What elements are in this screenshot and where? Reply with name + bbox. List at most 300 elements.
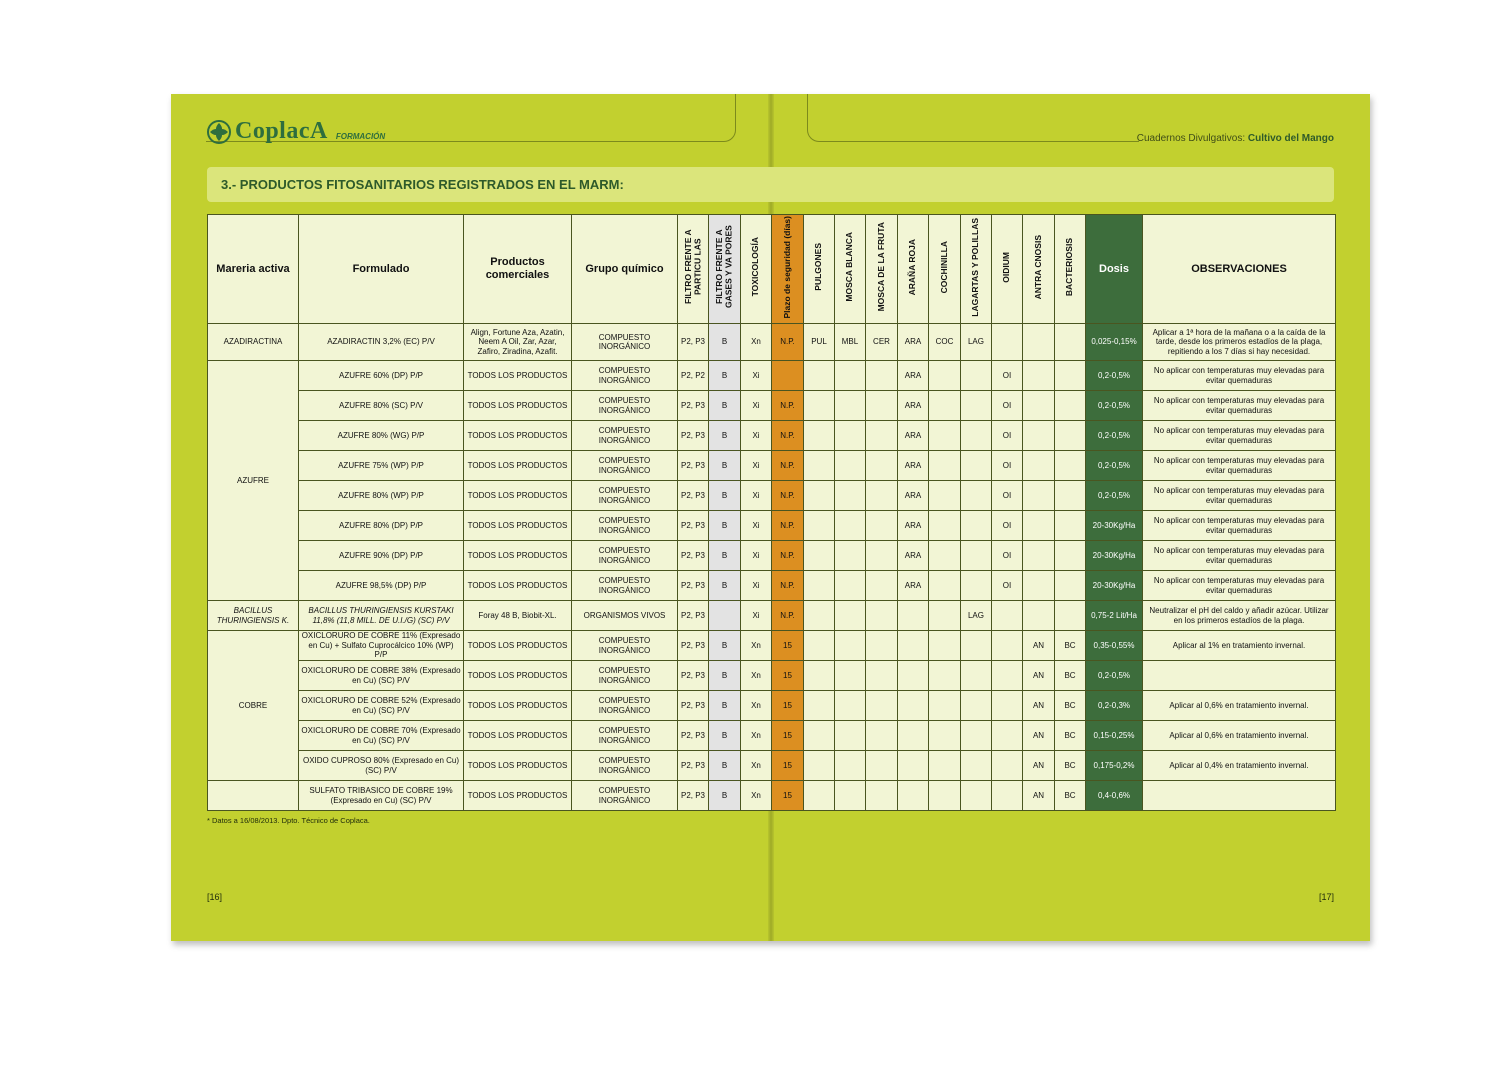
arana-cell <box>898 601 929 631</box>
filtro-part-cell: P2, P3 <box>678 661 709 691</box>
series-title: Cultivo del Mango <box>1247 133 1334 144</box>
table-header-row <box>208 215 1336 324</box>
pulgones-cell <box>804 571 835 601</box>
antracnosis-cell: AN <box>1023 631 1055 661</box>
filtro-part-cell: P2, P3 <box>678 391 709 421</box>
formulado-cell: SULFATO TRIBASICO DE COBRE 19% (Expresado en Cu) (SC) P/V <box>299 781 464 811</box>
tox-cell: Xn <box>741 781 772 811</box>
filtro-part-cell: P2, P3 <box>678 781 709 811</box>
formulado-cell: OXICLORURO DE COBRE 38% (Expresado en Cu) (SC) P/V <box>299 661 464 691</box>
antracnosis-cell: AN <box>1023 751 1055 781</box>
obs-cell: Aplicar al 0,4% en tratamiento invernal. <box>1143 751 1336 781</box>
cochinilla-cell <box>929 451 961 481</box>
column-header <box>835 215 866 324</box>
grupo-cell: COMPUESTO INORGÁNICO <box>572 361 678 391</box>
dosis-cell: 0,2-0,5% <box>1086 481 1143 511</box>
page-number-left: [16] <box>207 892 223 902</box>
logo-wordmark: CoplacA <box>235 118 328 144</box>
column-header: OBSERVACIONES <box>1143 215 1336 324</box>
filtro-part-cell: P2, P3 <box>678 571 709 601</box>
table-row <box>208 661 1336 691</box>
productos-cell: TODOS LOS PRODUCTOS <box>464 661 572 691</box>
oidium-cell <box>992 751 1023 781</box>
series-prefix: Cuadernos Divulgativos: <box>1136 133 1248 144</box>
arana-cell <box>898 781 929 811</box>
mosca-blanca-cell <box>835 481 866 511</box>
mosca-blanca-cell <box>835 391 866 421</box>
formulado-cell: AZUFRE 80% (WP) P/P <box>299 481 464 511</box>
cochinilla-cell <box>929 571 961 601</box>
obs-cell: Neutralizar el pH del caldo y añadir azúcar. Utilizar en los primeros estadíos de la plaga. <box>1143 601 1336 631</box>
column-header <box>741 215 772 324</box>
productos-cell: TODOS LOS PRODUCTOS <box>464 511 572 541</box>
materia-activa-cell: BACILLUS THURINGIENSIS K. <box>208 601 299 631</box>
table-row <box>208 601 1336 631</box>
antracnosis-cell <box>1023 511 1055 541</box>
column-header-label: LAGARTAS Y POLILLAS <box>970 217 981 317</box>
column-header: Grupo químico <box>572 215 678 324</box>
productos-cell: TODOS LOS PRODUCTOS <box>464 451 572 481</box>
plazo-cell: N.P. <box>772 451 804 481</box>
pulgones-cell <box>804 721 835 751</box>
cochinilla-cell <box>929 481 961 511</box>
arana-cell <box>898 751 929 781</box>
booklet-spread <box>171 94 1370 941</box>
column-header <box>709 215 741 324</box>
materia-activa-cell <box>208 781 299 811</box>
bacteriosis-cell <box>1055 601 1086 631</box>
oidium-cell <box>992 631 1023 661</box>
oidium-cell <box>992 324 1023 361</box>
plazo-cell: 15 <box>772 751 804 781</box>
pulgones-cell <box>804 481 835 511</box>
lagartas-cell: LAG <box>961 324 992 361</box>
formulado-cell: AZUFRE 60% (DP) P/P <box>299 361 464 391</box>
lagartas-cell: LAG <box>961 601 992 631</box>
mosca-fruta-cell <box>866 391 898 421</box>
formulado-cell: AZUFRE 98,5% (DP) P/P <box>299 571 464 601</box>
table-row <box>208 324 1336 361</box>
arana-cell: ARA <box>898 511 929 541</box>
mosca-fruta-cell <box>866 691 898 721</box>
lagartas-cell <box>961 661 992 691</box>
obs-cell <box>1143 781 1336 811</box>
grupo-cell: COMPUESTO INORGÁNICO <box>572 661 678 691</box>
cochinilla-cell <box>929 661 961 691</box>
arana-cell: ARA <box>898 451 929 481</box>
column-header-label: COCHINILLA <box>938 240 949 294</box>
dosis-cell: 0,025-0,15% <box>1086 324 1143 361</box>
pulgones-cell <box>804 661 835 691</box>
cochinilla-cell <box>929 541 961 571</box>
tox-cell: Xi <box>741 541 772 571</box>
plazo-cell: N.P. <box>772 421 804 451</box>
mosca-blanca-cell <box>835 751 866 781</box>
mosca-fruta-cell: CER <box>866 324 898 361</box>
filtro-gas-cell: B <box>709 781 741 811</box>
filtro-gas-cell <box>709 601 741 631</box>
grupo-cell: COMPUESTO INORGÁNICO <box>572 421 678 451</box>
filtro-gas-cell: B <box>709 691 741 721</box>
cochinilla-cell <box>929 781 961 811</box>
lagartas-cell <box>961 751 992 781</box>
antracnosis-cell: AN <box>1023 721 1055 751</box>
oidium-cell: OI <box>992 421 1023 451</box>
antracnosis-cell <box>1023 391 1055 421</box>
series-header <box>1137 133 1334 144</box>
formulado-cell: AZUFRE 90% (DP) P/P <box>299 541 464 571</box>
column-header-label: ANTRA CNOSIS <box>1032 234 1043 300</box>
filtro-gas-cell: B <box>709 511 741 541</box>
lagartas-cell <box>961 361 992 391</box>
obs-cell: No aplicar con temperaturas muy elevadas para evitar quemaduras <box>1143 571 1336 601</box>
tox-cell: Xi <box>741 511 772 541</box>
arana-cell: ARA <box>898 481 929 511</box>
cochinilla-cell <box>929 631 961 661</box>
mosca-blanca-cell <box>835 361 866 391</box>
bacteriosis-cell <box>1055 391 1086 421</box>
pulgones-cell <box>804 751 835 781</box>
header-frame-right <box>807 94 1139 142</box>
obs-cell <box>1143 661 1336 691</box>
tox-cell: Xn <box>741 691 772 721</box>
productos-cell: TODOS LOS PRODUCTOS <box>464 391 572 421</box>
formulado-cell: AZUFRE 80% (DP) P/P <box>299 511 464 541</box>
filtro-gas-cell: B <box>709 721 741 751</box>
oidium-cell <box>992 691 1023 721</box>
plazo-cell: N.P. <box>772 541 804 571</box>
plazo-cell: N.P. <box>772 511 804 541</box>
productos-cell: Align, Fortune Aza, Azatin, Neem A Oil, Zar, Azar, Zafiro, Ziradina, Azafit. <box>464 324 572 361</box>
lagartas-cell <box>961 691 992 721</box>
arana-cell: ARA <box>898 421 929 451</box>
formulado-cell: AZUFRE 80% (WG) P/P <box>299 421 464 451</box>
grupo-cell: COMPUESTO INORGÁNICO <box>572 721 678 751</box>
bacteriosis-cell <box>1055 511 1086 541</box>
obs-cell: No aplicar con temperaturas muy elevadas para evitar quemaduras <box>1143 481 1336 511</box>
bacteriosis-cell: BC <box>1055 781 1086 811</box>
oidium-cell: OI <box>992 391 1023 421</box>
column-header <box>1023 215 1055 324</box>
plazo-cell: N.P. <box>772 601 804 631</box>
page-number-right: [17] <box>1318 892 1334 902</box>
lagartas-cell <box>961 541 992 571</box>
dosis-cell: 20-30Kg/Ha <box>1086 541 1143 571</box>
plazo-cell: 15 <box>772 631 804 661</box>
table-row <box>208 691 1336 721</box>
filtro-part-cell: P2, P2 <box>678 361 709 391</box>
pulgones-cell <box>804 361 835 391</box>
table-body <box>208 324 1336 811</box>
pulgones-cell <box>804 451 835 481</box>
formulado-cell: OXICLORURO DE COBRE 52% (Expresado en Cu) (SC) P/V <box>299 691 464 721</box>
cochinilla-cell <box>929 721 961 751</box>
plazo-cell: 15 <box>772 661 804 691</box>
filtro-part-cell: P2, P3 <box>678 421 709 451</box>
obs-cell: No aplicar con temperaturas muy elevadas para evitar quemaduras <box>1143 451 1336 481</box>
mosca-fruta-cell <box>866 451 898 481</box>
lagartas-cell <box>961 451 992 481</box>
table-row <box>208 451 1336 481</box>
obs-cell: Aplicar al 0,6% en tratamiento invernal. <box>1143 721 1336 751</box>
lagartas-cell <box>961 631 992 661</box>
filtro-gas-cell: B <box>709 361 741 391</box>
mosca-blanca-cell <box>835 571 866 601</box>
bacteriosis-cell <box>1055 421 1086 451</box>
grupo-cell: COMPUESTO INORGÁNICO <box>572 541 678 571</box>
plazo-cell: N.P. <box>772 391 804 421</box>
productos-cell: TODOS LOS PRODUCTOS <box>464 421 572 451</box>
tox-cell: Xi <box>741 571 772 601</box>
lagartas-cell <box>961 781 992 811</box>
products-table <box>207 214 1336 811</box>
lagartas-cell <box>961 571 992 601</box>
arana-cell: ARA <box>898 324 929 361</box>
plazo-cell: 15 <box>772 691 804 721</box>
dosis-cell: 0,2-0,5% <box>1086 361 1143 391</box>
pulgones-cell <box>804 691 835 721</box>
filtro-gas-cell: B <box>709 421 741 451</box>
bacteriosis-cell: BC <box>1055 751 1086 781</box>
plazo-cell: N.P. <box>772 324 804 361</box>
section-bar <box>207 167 1334 202</box>
mosca-fruta-cell <box>866 781 898 811</box>
column-header <box>678 215 709 324</box>
oidium-cell: OI <box>992 511 1023 541</box>
filtro-part-cell: P2, P3 <box>678 451 709 481</box>
plazo-cell: N.P. <box>772 481 804 511</box>
column-header <box>961 215 992 324</box>
dosis-cell: 0,2-0,5% <box>1086 421 1143 451</box>
dosis-cell: 0,2-0,5% <box>1086 451 1143 481</box>
dosis-cell: 0,175-0,2% <box>1086 751 1143 781</box>
dosis-cell: 0,15-0,25% <box>1086 721 1143 751</box>
plazo-cell: 15 <box>772 781 804 811</box>
productos-cell: TODOS LOS PRODUCTOS <box>464 481 572 511</box>
column-header <box>929 215 961 324</box>
mosca-fruta-cell <box>866 721 898 751</box>
productos-cell: TODOS LOS PRODUCTOS <box>464 721 572 751</box>
mosca-fruta-cell <box>866 751 898 781</box>
productos-cell: TODOS LOS PRODUCTOS <box>464 631 572 661</box>
bacteriosis-cell: BC <box>1055 631 1086 661</box>
dosis-cell: 0,2-0,3% <box>1086 691 1143 721</box>
column-header-label: MOSCA BLANCA <box>844 232 855 302</box>
logo-subtitle: FORMACIÓN <box>335 132 386 141</box>
arana-cell: ARA <box>898 571 929 601</box>
tox-cell: Xi <box>741 451 772 481</box>
table-row <box>208 481 1336 511</box>
table-row <box>208 391 1336 421</box>
bacteriosis-cell <box>1055 481 1086 511</box>
arana-cell: ARA <box>898 391 929 421</box>
mosca-blanca-cell <box>835 691 866 721</box>
arana-cell <box>898 721 929 751</box>
antracnosis-cell <box>1023 421 1055 451</box>
bacteriosis-cell <box>1055 571 1086 601</box>
column-header <box>898 215 929 324</box>
tox-cell: Xn <box>741 751 772 781</box>
mosca-fruta-cell <box>866 421 898 451</box>
plazo-cell <box>772 361 804 391</box>
tox-cell: Xn <box>741 631 772 661</box>
column-header-label: BACTERIOSIS <box>1064 237 1075 297</box>
dosis-cell: 0,2-0,5% <box>1086 391 1143 421</box>
cochinilla-cell <box>929 511 961 541</box>
table-row <box>208 511 1336 541</box>
mosca-blanca-cell <box>835 451 866 481</box>
dosis-cell: 20-30Kg/Ha <box>1086 571 1143 601</box>
column-header <box>992 215 1023 324</box>
column-header: Productos comerciales <box>464 215 572 324</box>
table-row <box>208 631 1336 661</box>
productos-cell: TODOS LOS PRODUCTOS <box>464 691 572 721</box>
table-row <box>208 421 1336 451</box>
lagartas-cell <box>961 721 992 751</box>
mosca-blanca-cell <box>835 601 866 631</box>
formulado-cell: AZADIRACTIN 3,2% (EC) P/V <box>299 324 464 361</box>
antracnosis-cell: AN <box>1023 781 1055 811</box>
column-header: Dosis <box>1086 215 1143 324</box>
column-header-label: OIDIUM <box>1001 251 1012 283</box>
oidium-cell <box>992 661 1023 691</box>
column-header <box>866 215 898 324</box>
grupo-cell: COMPUESTO INORGÁNICO <box>572 751 678 781</box>
obs-cell: Aplicar a 1ª hora de la mañana o a la caída de la tarde, desde los primeros estadíos de la plaga, repitiendo a los 7 días si hay necesidad. <box>1143 324 1336 361</box>
grupo-cell: COMPUESTO INORGÁNICO <box>572 324 678 361</box>
filtro-gas-cell: B <box>709 324 741 361</box>
pulgones-cell <box>804 421 835 451</box>
grupo-cell: COMPUESTO INORGÁNICO <box>572 571 678 601</box>
dosis-cell: 0,2-0,5% <box>1086 661 1143 691</box>
column-header-label: TOXICOLOGÍA <box>750 237 761 297</box>
bacteriosis-cell <box>1055 541 1086 571</box>
column-header-label: MOSCA DE LA FRUTA <box>875 222 886 312</box>
materia-activa-cell: AZUFRE <box>208 361 299 601</box>
oidium-cell <box>992 781 1023 811</box>
oidium-cell <box>992 721 1023 751</box>
obs-cell: Aplicar al 0,6% en tratamiento invernal. <box>1143 691 1336 721</box>
productos-cell: TODOS LOS PRODUCTOS <box>464 571 572 601</box>
productos-cell: TODOS LOS PRODUCTOS <box>464 541 572 571</box>
filtro-part-cell: P2, P3 <box>678 751 709 781</box>
pulgones-cell <box>804 391 835 421</box>
pulgones-cell: PUL <box>804 324 835 361</box>
filtro-part-cell: P2, P3 <box>678 481 709 511</box>
mosca-blanca-cell <box>835 511 866 541</box>
materia-activa-cell: COBRE <box>208 631 299 781</box>
mosca-blanca-cell <box>835 631 866 661</box>
tox-cell: Xn <box>741 721 772 751</box>
tox-cell: Xi <box>741 481 772 511</box>
antracnosis-cell: AN <box>1023 691 1055 721</box>
mosca-blanca-cell <box>835 781 866 811</box>
filtro-gas-cell: B <box>709 481 741 511</box>
antracnosis-cell <box>1023 451 1055 481</box>
productos-cell: Foray 48 B, Biobit-XL. <box>464 601 572 631</box>
leaf-swirl-icon <box>207 120 231 144</box>
mosca-fruta-cell <box>866 481 898 511</box>
antracnosis-cell <box>1023 481 1055 511</box>
antracnosis-cell <box>1023 361 1055 391</box>
oidium-cell: OI <box>992 571 1023 601</box>
bacteriosis-cell: BC <box>1055 661 1086 691</box>
filtro-part-cell: P2, P3 <box>678 631 709 661</box>
plazo-cell: 15 <box>772 721 804 751</box>
cochinilla-cell <box>929 421 961 451</box>
formulado-cell: OXIDO CUPROSO 80% (Expresado en Cu) (SC) P/V <box>299 751 464 781</box>
oidium-cell: OI <box>992 541 1023 571</box>
table-row <box>208 721 1336 751</box>
obs-cell: No aplicar con temperaturas muy elevadas para evitar quemaduras <box>1143 361 1336 391</box>
pulgones-cell <box>804 631 835 661</box>
productos-cell: TODOS LOS PRODUCTOS <box>464 781 572 811</box>
filtro-part-cell: P2, P3 <box>678 601 709 631</box>
grupo-cell: COMPUESTO INORGÁNICO <box>572 781 678 811</box>
bacteriosis-cell: BC <box>1055 721 1086 751</box>
filtro-gas-cell: B <box>709 751 741 781</box>
oidium-cell: OI <box>992 481 1023 511</box>
arana-cell <box>898 691 929 721</box>
obs-cell: No aplicar con temperaturas muy elevadas para evitar quemaduras <box>1143 421 1336 451</box>
column-header-label: ARAÑA ROJA <box>907 238 918 296</box>
section-title: 3.- PRODUCTOS FITOSANITARIOS REGISTRADOS EN EL MARM: <box>221 177 624 192</box>
cochinilla-cell <box>929 391 961 421</box>
grupo-cell: COMPUESTO INORGÁNICO <box>572 391 678 421</box>
tox-cell: Xi <box>741 601 772 631</box>
mosca-fruta-cell <box>866 601 898 631</box>
column-header <box>772 215 804 324</box>
obs-cell: No aplicar con temperaturas muy elevadas para evitar quemaduras <box>1143 541 1336 571</box>
mosca-blanca-cell <box>835 421 866 451</box>
cochinilla-cell <box>929 361 961 391</box>
column-header-label: Plazo de seguridad (días) <box>781 215 792 319</box>
cochinilla-cell <box>929 601 961 631</box>
antracnosis-cell: AN <box>1023 661 1055 691</box>
materia-activa-cell: AZADIRACTINA <box>208 324 299 361</box>
filtro-gas-cell: B <box>709 631 741 661</box>
mosca-fruta-cell <box>866 511 898 541</box>
mosca-fruta-cell <box>866 571 898 601</box>
bacteriosis-cell: BC <box>1055 691 1086 721</box>
productos-cell: TODOS LOS PRODUCTOS <box>464 751 572 781</box>
tox-cell: Xi <box>741 421 772 451</box>
dosis-cell: 0,4-0,6% <box>1086 781 1143 811</box>
lagartas-cell <box>961 391 992 421</box>
column-header: Formulado <box>299 215 464 324</box>
tox-cell: Xi <box>741 361 772 391</box>
grupo-cell: COMPUESTO INORGÁNICO <box>572 511 678 541</box>
productos-cell: TODOS LOS PRODUCTOS <box>464 361 572 391</box>
formulado-cell: OXICLORURO DE COBRE 70% (Expresado en Cu) (SC) P/V <box>299 721 464 751</box>
cochinilla-cell: COC <box>929 324 961 361</box>
filtro-part-cell: P2, P3 <box>678 541 709 571</box>
filtro-part-cell: P2, P3 <box>678 324 709 361</box>
filtro-gas-cell: B <box>709 391 741 421</box>
plazo-cell: N.P. <box>772 571 804 601</box>
arana-cell: ARA <box>898 541 929 571</box>
cochinilla-cell <box>929 751 961 781</box>
mosca-fruta-cell <box>866 361 898 391</box>
pulgones-cell <box>804 511 835 541</box>
filtro-gas-cell: B <box>709 451 741 481</box>
grupo-cell: COMPUESTO INORGÁNICO <box>572 451 678 481</box>
cochinilla-cell <box>929 691 961 721</box>
formulado-cell: AZUFRE 80% (SC) P/V <box>299 391 464 421</box>
antracnosis-cell <box>1023 571 1055 601</box>
column-header-label: FILTRO FRENTE A GASES Y VA PORES <box>714 225 734 309</box>
table-row <box>208 541 1336 571</box>
